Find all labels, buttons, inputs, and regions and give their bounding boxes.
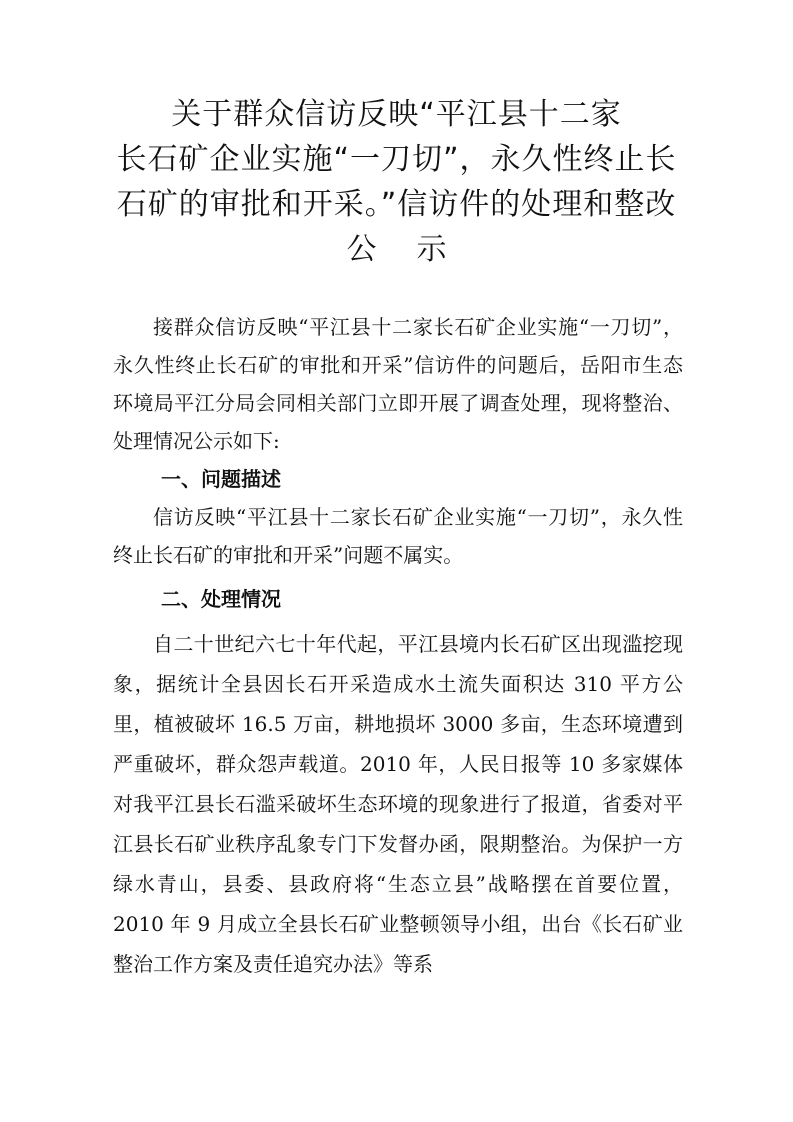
title-line-2: 长石矿企业实施“一刀切”，永久性终止长 bbox=[116, 142, 677, 177]
title-line-1: 关于群众信访反映“平江县十二家 bbox=[171, 97, 622, 132]
document-body bbox=[113, 308, 683, 984]
title-line-4: 公示 bbox=[346, 232, 487, 267]
section-1-paragraph: 信访反映“平江县十二家长石矿企业实施“一刀切”，永久性终止长石矿的审批和开采”问题不属实。 bbox=[113, 505, 683, 567]
section-1-heading: 一、问题描述 bbox=[161, 467, 281, 491]
section-2-heading: 二、处理情况 bbox=[161, 587, 281, 611]
document-title bbox=[100, 92, 693, 272]
title-line-3: 石矿的审批和开采。”信访件的处理和整改 bbox=[116, 187, 677, 222]
intro-paragraph: 接群众信访反映“平江县十二家长石矿企业实施“一刀切”，永久性终止长石矿的审批和开采”信访件的问题后，岳阳市生态环境局平江分局会同相关部门立即开展了调查处理，现将整治、处理情况公示如下: bbox=[113, 315, 683, 453]
section-2-paragraph: 自二十世纪六七十年代起，平江县境内长石矿区出现滥挖现象，据统计全县因长石开采造成水土流失面积达 310 平方公里，植被破坏 16.5 万亩，耕地损坏 3000 多亩，生态环境遭到严重破坏，群众怨声载道。2010 年，人民日报等 10 多家媒体对我平江县长石滥采破坏生态环境的现象进行了报道，省委对平江县长石矿业秩序乱象专门下发督办函，限期整治。为保护一方绿水青山，县委、县政府将“生态立县”战略摆在首要位置，2010 年 9 月成立全县长石矿业整顿领导小组，出台《长石矿业整治工作方案及责任追究办法》等系 bbox=[113, 632, 683, 976]
